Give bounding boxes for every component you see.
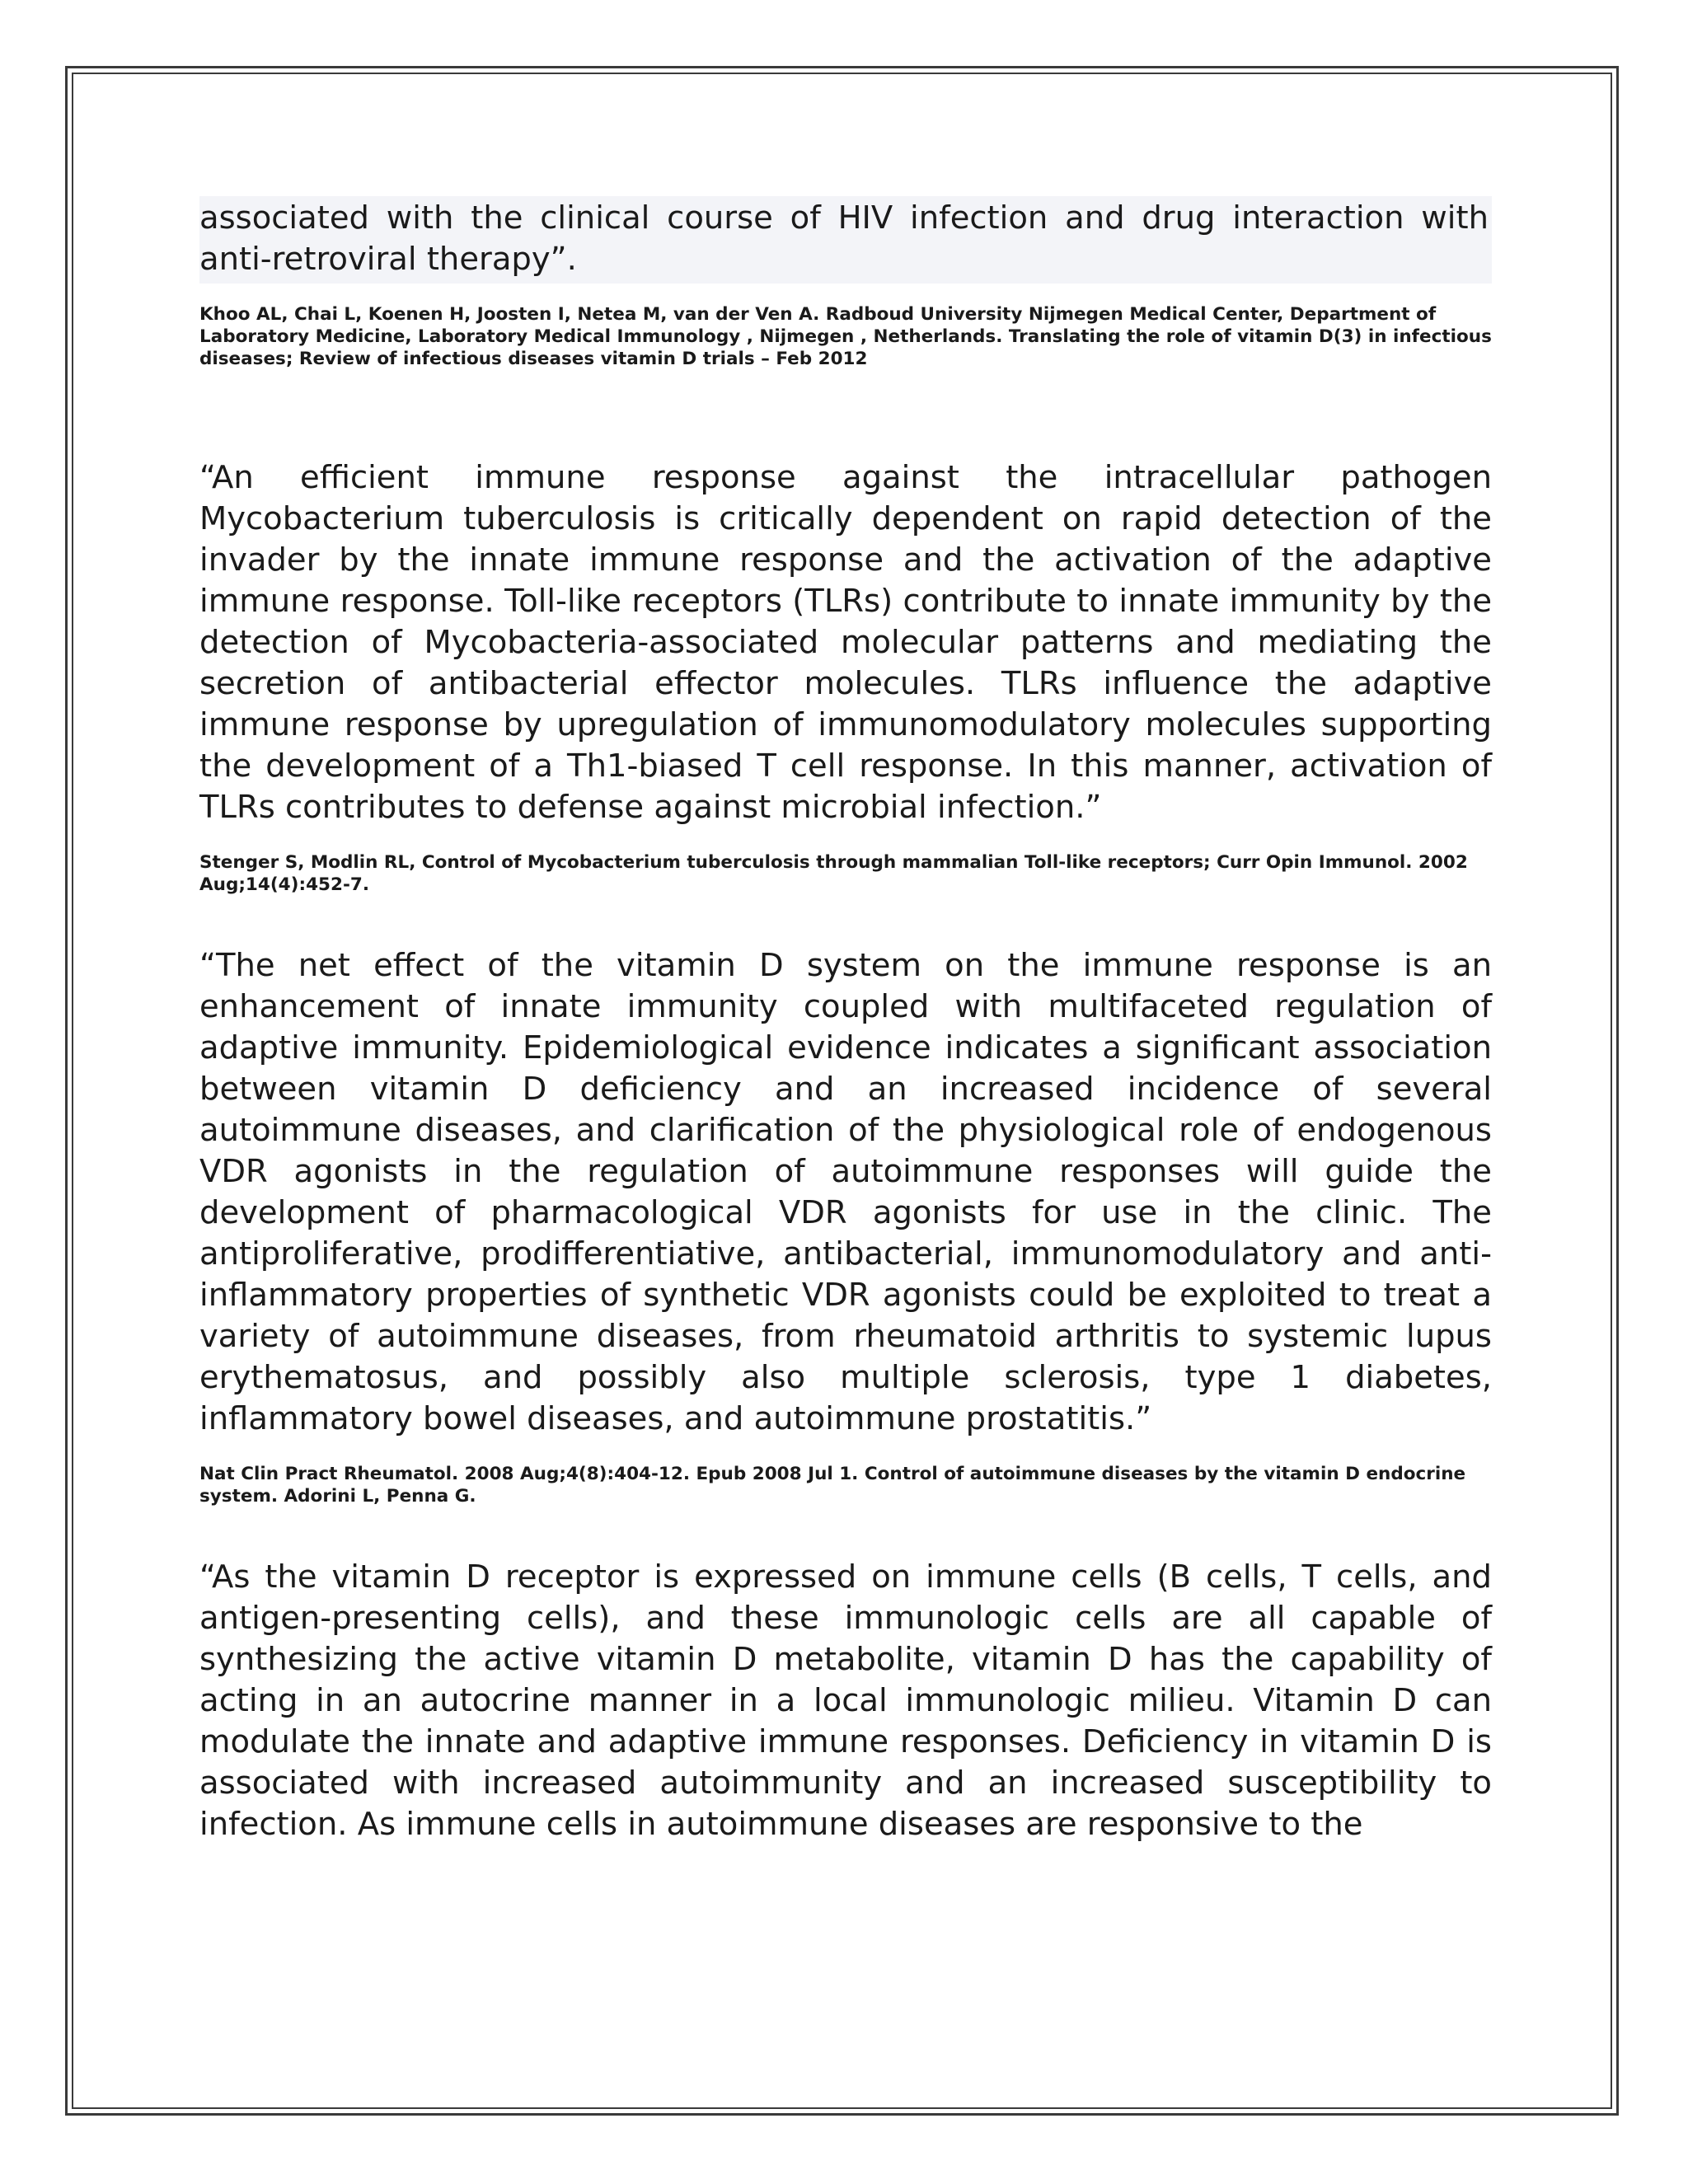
citation-stenger-2002: Stenger S, Modlin RL, Control of Mycobacterium tuberculosis through mammalian Toll-like receptors; Curr Opin Immunol. 2002 Aug;14(4):452-7. xyxy=(199,852,1468,895)
quote-tlr-tuberculosis: “An efficient immune response against the intracellular pathogen Mycobacterium tuberculosis is critically dependent on rapid detection of the invader by the innate immune response and the activation of the adaptive immune response. Toll-like receptors (TLRs) contribute to innate immunity by the detection of Mycobacteria-associated molecular patterns and mediating the secretion of antibacterial effector molecules. TLRs influence the adaptive immune response by upregulation of immunomodulatory molecules supporting the development of a Th1-biased T cell response. In this manner, activation of TLRs contributes to defense against microbial infection.” xyxy=(199,459,1492,826)
quote-vitamin-d-receptor: “As the vitamin D receptor is expressed on immune cells (B cells, T cells, and antigen-presenting cells), and these immunologic cells are all capable of synthesizing the active vitamin D metabolite, vitamin D has the capability of acting in an autocrine manner in a local immunologic milieu. Vitamin D can modulate the innate and adaptive immune responses. Deficiency in vitamin D is associated with increased autoimmunity and an increased susceptibility to infection. As immune cells in autoimmune diseases are responsive to the xyxy=(199,1558,1492,1843)
quote-hiv-continuation: associated with the clinical course of HIV infection and drug interaction with anti-retroviral therapy”. xyxy=(199,196,1492,284)
citation-khoo-2012: Khoo AL, Chai L, Koenen H, Joosten I, Netea M, van der Ven A. Radboud University Nijmegen Medical Center, Department of Laboratory Medicine, Laboratory Medical Immunology , Nijmegen , Netherlands. Translating the role of vitamin D(3) in infectious diseases; Review of infectious diseases vitamin D trials – Feb 2012 xyxy=(199,304,1492,369)
citation-adorini-2008: Nat Clin Pract Rheumatol. 2008 Aug;4(8):404-12. Epub 2008 Jul 1. Control of autoimmune diseases by the vitamin D endocrine system. Adorini L, Penna G. xyxy=(199,1464,1466,1507)
document-body xyxy=(199,196,1492,1845)
quote-vitamin-d-immune-system: “The net effect of the vitamin D system on the immune response is an enhancement of innate immunity coupled with multifaceted regulation of adaptive immunity. Epidemiological evidence indicates a significant association between vitamin D deficiency and an increased incidence of several autoimmune diseases, and clarification of the physiological role of endogenous VDR agonists in the regulation of autoimmune responses will guide the development of pharmacological VDR agonists for use in the clinic. The antiproliferative, prodifferentiative, antibacterial, immunomodulatory and anti-inflammatory properties of synthetic VDR agonists could be exploited to treat a variety of autoimmune diseases, from rheumatoid arthritis to systemic lupus erythematosus, and possibly also multiple sclerosis, type 1 diabetes, inflammatory bowel diseases, and autoimmune prostatitis.” xyxy=(199,947,1492,1437)
